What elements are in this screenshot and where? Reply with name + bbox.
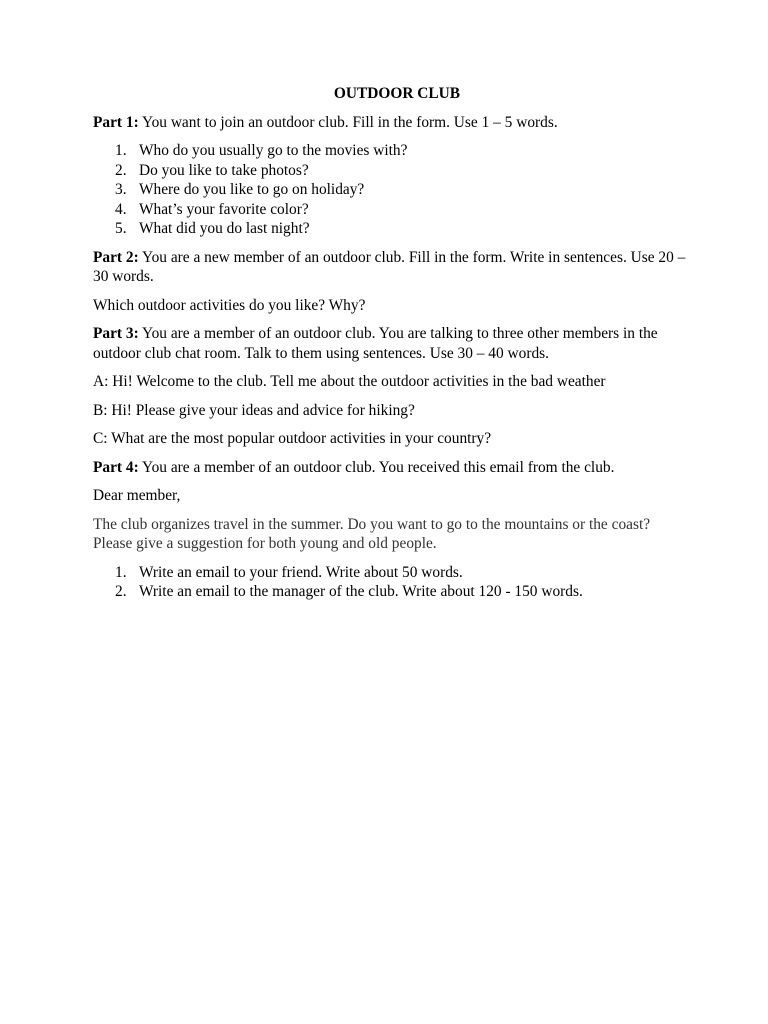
list-item bbox=[93, 582, 693, 602]
part2-text: You are a new member of an outdoor club. Fill in the form. Write in sentences. Use 20 – 30 words. bbox=[93, 248, 686, 285]
list-text: What did you do last night? bbox=[139, 220, 310, 237]
list-text: Write an email to your friend. Write about 50 words. bbox=[139, 563, 463, 581]
chat-line-b: B: Hi! Please give your ideas and advice for hiking? bbox=[93, 401, 415, 419]
list-item bbox=[93, 219, 693, 239]
list-item bbox=[93, 161, 693, 181]
list-number: 3. bbox=[115, 181, 127, 198]
part3-label: Part 3: bbox=[93, 325, 139, 342]
chat-line-a: A: Hi! Welcome to the club. Tell me about the outdoor activities in the bad weather bbox=[93, 373, 606, 390]
part3-text: You are a member of an outdoor club. You are talking to three other members in the outdoor club chat room. Talk to them using sentences. Use 30 – 40 words. bbox=[93, 325, 658, 362]
part1-question-list bbox=[93, 141, 693, 239]
list-number: 1. bbox=[115, 142, 127, 159]
list-text: Write an email to the manager of the club. Write about 120 - 150 words. bbox=[139, 583, 583, 600]
part1-label: Part 1: bbox=[93, 113, 139, 131]
part2-instruction bbox=[93, 248, 693, 287]
part2-label: Part 2: bbox=[93, 248, 139, 266]
list-number: 1. bbox=[115, 563, 127, 581]
list-item bbox=[93, 180, 693, 200]
list-number: 2. bbox=[115, 161, 127, 179]
list-text: Do you like to take photos? bbox=[139, 161, 309, 179]
chat-line-c: C: What are the most popular outdoor activities in your country? bbox=[93, 430, 492, 447]
part3-instruction bbox=[93, 324, 693, 363]
part1-text: You want to join an outdoor club. Fill in the form. Use 1 – 5 words. bbox=[138, 113, 558, 131]
list-item bbox=[93, 563, 693, 583]
document-page bbox=[93, 84, 693, 611]
part4-task-list bbox=[93, 563, 693, 602]
list-item bbox=[93, 200, 693, 220]
list-item bbox=[93, 141, 693, 161]
list-number: 5. bbox=[115, 220, 127, 237]
page-title: OUTDOOR CLUB bbox=[333, 85, 461, 102]
list-number: 4. bbox=[115, 200, 127, 218]
part2-question: Which outdoor activities do you like? Why? bbox=[93, 296, 366, 314]
list-text: Where do you like to go on holiday? bbox=[139, 181, 365, 198]
part4-text: You are a member of an outdoor club. You received this email from the club. bbox=[138, 458, 615, 476]
list-number: 2. bbox=[115, 583, 127, 600]
list-text: What’s your favorite color? bbox=[139, 200, 309, 218]
list-text: Who do you usually go to the movies with? bbox=[139, 142, 408, 159]
part4-instruction bbox=[93, 458, 693, 478]
email-body: The club organizes travel in the summer. Do you want to go to the mountains or the coast? Please give a suggestion for both young and old people. bbox=[93, 515, 651, 552]
part4-label: Part 4: bbox=[93, 458, 139, 476]
email-greeting: Dear member, bbox=[93, 487, 181, 504]
part1-instruction bbox=[93, 113, 693, 133]
